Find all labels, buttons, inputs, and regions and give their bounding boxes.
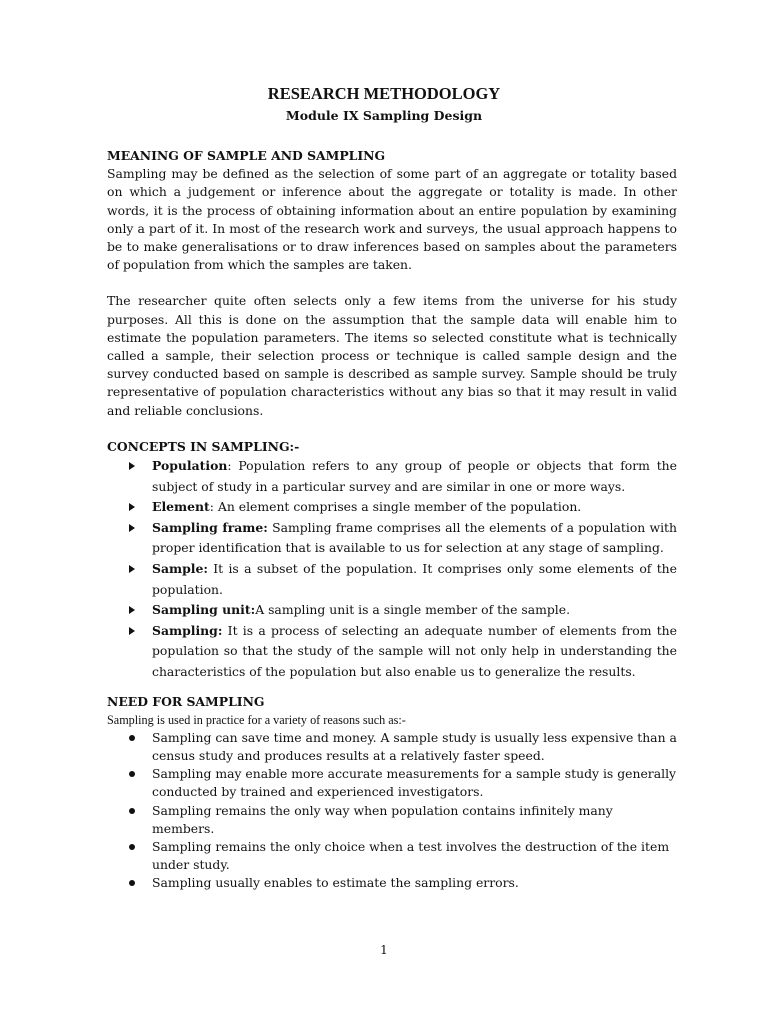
need-item-text: Sampling usually enables to estimate the sampling errors. [152,875,519,891]
bullet-dot-icon [129,880,135,886]
need-item [107,765,677,801]
concept-item [107,559,677,600]
page-number: 1 [380,943,388,957]
concept-term: Element [152,499,210,515]
triangle-bullet-icon [129,606,135,614]
concept-definition: : Population refers to any group of people or objects that form the subject of study in a particular survey and are similar in one or more ways. [152,458,677,494]
concept-item [107,621,677,683]
concept-item [107,600,677,621]
bullet-dot-icon [129,735,135,741]
concept-item [107,518,677,559]
triangle-bullet-icon [129,503,135,511]
need-item [107,729,677,765]
concept-definition: A sampling unit is a single member of the sample. [255,602,571,618]
concept-item [107,497,677,518]
triangle-bullet-icon [129,627,135,635]
concept-item [107,456,677,497]
concept-term: Sample: [152,561,208,577]
triangle-bullet-icon [129,565,135,573]
concepts-list [107,456,677,683]
document-title: RESEARCH METHODOLOGY [267,84,501,103]
need-item-text: Sampling can save time and money. A sample study is usually less expensive than a census study and produces results at a relatively faster speed. [152,729,677,763]
need-list [107,729,677,893]
need-intro-text: Sampling is used in practice for a variety of reasons such as:- [107,712,406,727]
concept-term: Sampling: [152,622,223,638]
section-heading-concepts: CONCEPTS IN SAMPLING:- [107,438,300,454]
concept-term: Sampling unit: [152,602,256,618]
need-item-text: Sampling may enable more accurate measurements for a sample study is generally conducted by trained and experienced investigators. [152,766,677,800]
need-item-text: Sampling remains the only way when population contains infinitely many members. [152,802,613,836]
triangle-bullet-icon [129,524,135,532]
paragraph-meaning-2: The researcher quite often selects only a few items from the universe for his study purposes. All this is done on the assumption that the sample data will enable him to estimate the population parameters. The items so selected constitute what is technically called a sample, their selection process or technique is called sample design and the survey conducted based on sample is described as sample survey. Sample should be truly representative of population characteristics without any bias so that it may result in valid and reliable conclusions. [107,293,677,418]
need-item [107,802,677,838]
concept-definition: It is a process of selecting an adequate number of elements from the population so that the study of the sample will not only help in understanding the characteristics of the population but also enable us to generalize the results. [152,622,677,679]
need-item [107,874,677,892]
document-body [107,147,677,893]
triangle-bullet-icon [129,462,135,470]
document-subtitle: Module IX Sampling Design [285,108,483,123]
paragraph-meaning-1: Sampling may be defined as the selection of some part of an aggregate or totality based on which a judgement or inference about the aggregate or totality is made. In other words, it is the process of obtaining information about an entire population by examining only a part of it. In most of the research work and surveys, the usual approach happens to be to make generalisations or to draw inferences based on samples about the parameters of population from which the samples are taken. [107,166,677,273]
need-item [107,838,677,874]
bullet-dot-icon [129,808,135,814]
section-heading-meaning: MEANING OF SAMPLE AND SAMPLING [107,148,386,163]
bullet-dot-icon [129,844,135,850]
bullet-dot-icon [129,771,135,777]
concept-definition: It is a subset of the population. It comprises only some elements of the population. [152,561,677,597]
concept-term: Population [152,458,228,474]
need-item-text: Sampling remains the only choice when a test involves the destruction of the item under study. [152,839,670,873]
concept-definition: : An element comprises a single member of the population. [209,499,582,515]
concept-term: Sampling frame: [152,519,268,535]
concept-definition: Sampling frame comprises all the elements of a population with proper identification that is available to us for selection at any stage of sampling. [152,519,678,556]
section-heading-need: NEED FOR SAMPLING [107,693,265,709]
